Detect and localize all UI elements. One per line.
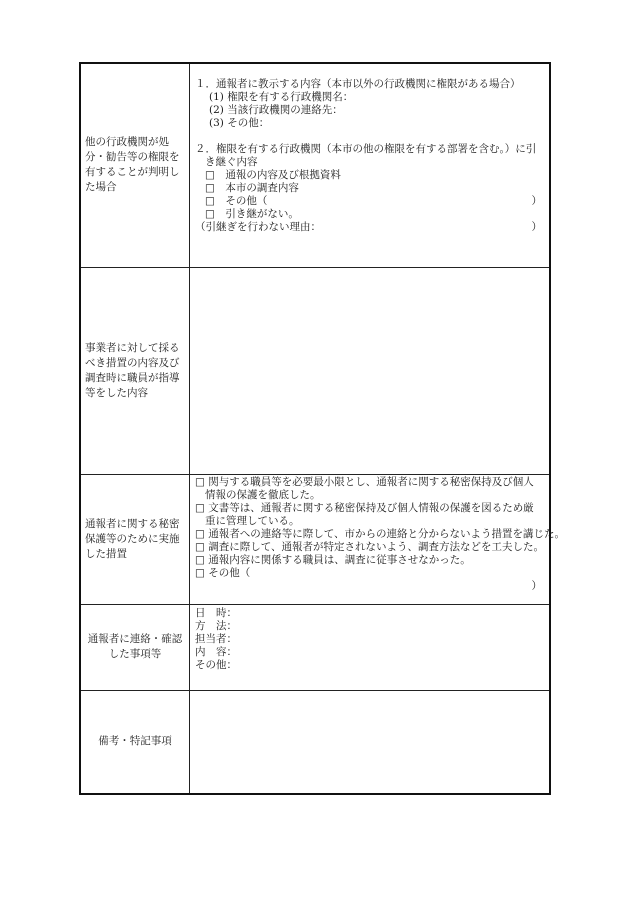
row-label-measures: 事業者に対して採るべき措置の内容及び調査時に職員が指導等をした内容 bbox=[80, 267, 190, 474]
section2-item-not-transfer: □ 引き継がない。 bbox=[205, 208, 299, 220]
confidentiality-item-investigation: □ 調査に際して、通報者が特定されないよう、調査方法などを工夫した。 bbox=[195, 540, 545, 553]
section2-reason: （引継ぎを行わない理由： bbox=[195, 221, 321, 233]
contact-field-method: 方 法： bbox=[195, 619, 237, 632]
section2-item-other: □ その他（ bbox=[205, 195, 268, 207]
row-other-agency bbox=[80, 63, 550, 267]
section2-reason-close: ） bbox=[531, 221, 542, 233]
section2-reason-row bbox=[195, 221, 544, 234]
section2-title-a: ２．権限を有する行政機関（本市の他の権限を有する部署を含む。）に引 bbox=[195, 143, 537, 155]
remarks-content[interactable] bbox=[190, 690, 551, 794]
confidentiality-content bbox=[190, 474, 566, 604]
report-form-table bbox=[79, 62, 566, 795]
section1-item-other: (3) その他： bbox=[209, 117, 270, 129]
section1-item-agency-name: (1) 権限を有する行政機関名： bbox=[209, 91, 354, 103]
section2-item-other-close: ） bbox=[531, 195, 542, 207]
confidentiality-item-documents: □ 文書等は、通報者に関する秘密保持及び個人情報の保護を図るため厳重に管理している。 bbox=[195, 501, 534, 527]
row-confidentiality bbox=[80, 474, 550, 604]
section1-item-agency-contact: (2) 当該行政機関の連絡先： bbox=[209, 104, 343, 116]
row-label-confidentiality: 通報者に関する秘密保護等のために実施した措置 bbox=[80, 474, 190, 604]
confidentiality-item-other: □ その他（ bbox=[195, 566, 251, 579]
contact-field-other: その他： bbox=[195, 658, 237, 671]
confidentiality-item-staff-exclusion: □ 通報内容に関係する職員は、調査に従事させなかった。 bbox=[195, 553, 471, 566]
section2-item-investigation: □ 本市の調査内容 bbox=[205, 182, 299, 194]
row-label-other-agency: 他の行政機関が処分・勧告等の権限を有することが判明した場合 bbox=[80, 63, 190, 267]
contact-field-content: 内 容： bbox=[195, 645, 237, 658]
measures-content[interactable] bbox=[190, 267, 551, 474]
row-label-contact: 通報者に連絡・確認した事項等 bbox=[80, 604, 190, 690]
section1-title: １．通報者に教示する内容（本市以外の行政機関に権限がある場合） bbox=[195, 78, 521, 90]
row-contact bbox=[80, 604, 550, 690]
contact-field-datetime: 日 時： bbox=[195, 606, 237, 619]
row-remarks bbox=[80, 690, 550, 794]
section2-item-report-materials: □ 通報の内容及び根拠資料 bbox=[205, 169, 341, 181]
confidentiality-item-contact: □ 通報者への連絡等に際して、市からの連絡と分からないよう措置を講じた。 bbox=[195, 527, 566, 540]
confidentiality-item-minimal-staff: □ 関与する職員等を必要最小限とし、通報者に関する秘密保持及び個人情報の保護を徹底した。 bbox=[195, 475, 534, 501]
other-agency-content bbox=[190, 63, 551, 267]
row-measures bbox=[80, 267, 550, 474]
confidentiality-other-close: ） bbox=[531, 579, 542, 592]
contact-content bbox=[190, 604, 551, 690]
row-label-remarks: 備考・特記事項 bbox=[80, 690, 190, 794]
contact-field-staff: 担当者： bbox=[195, 632, 237, 645]
section2-title-b: き継ぐ内容 bbox=[205, 156, 258, 168]
section2-item-other-row bbox=[195, 195, 544, 208]
